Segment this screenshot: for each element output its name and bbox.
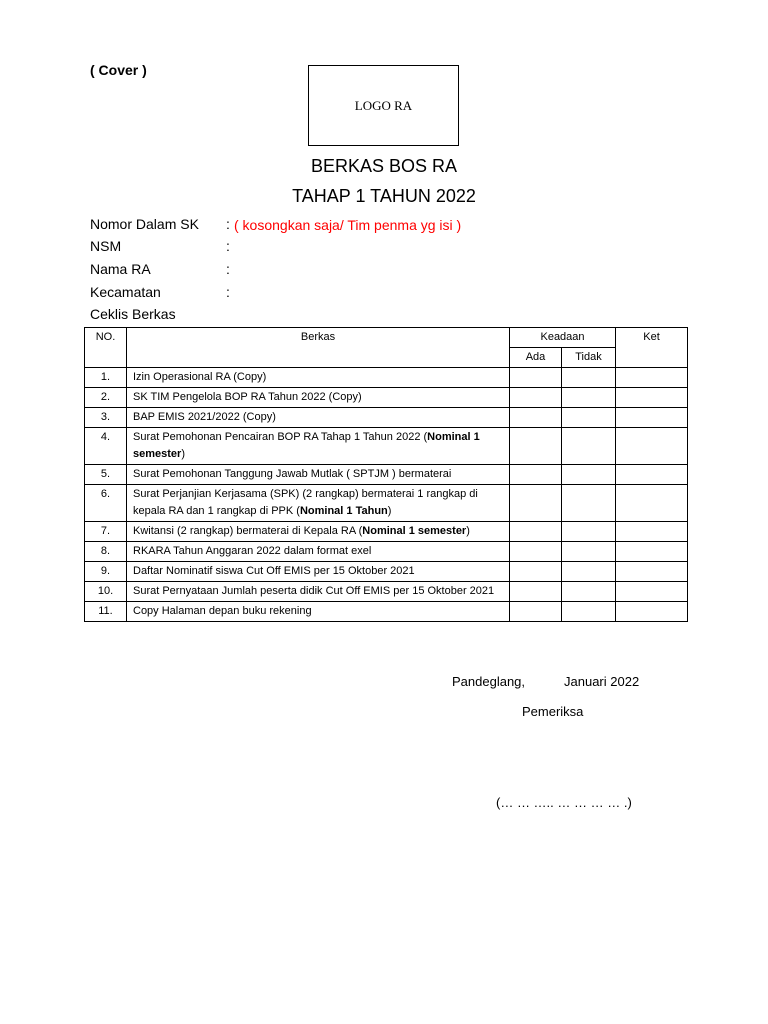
cell-tidak [562,428,616,465]
header-no: NO. [85,328,127,368]
footer-date: Januari 2022 [564,674,640,689]
table-row [85,368,688,388]
row-berkas: SK TIM Pengelola BOP RA Tahun 2022 (Copy) [127,388,510,408]
row-number: 6. [85,485,127,522]
table-row [85,465,688,485]
row-number: 4. [85,428,127,465]
table-row [85,562,688,582]
cell-tidak [562,388,616,408]
header-tidak: Tidak [562,348,616,368]
cell-ket [616,582,688,602]
row-berkas: Copy Halaman depan buku rekening [127,602,510,622]
logo-placeholder [308,65,459,146]
field-colon: : [226,238,230,254]
cell-tidak [562,485,616,522]
row-number: 9. [85,562,127,582]
field-value-nomor-sk: ( kosongkan saja/ Tim penma yg isi ) [234,217,462,233]
row-number: 11. [85,602,127,622]
cell-ket [616,562,688,582]
cell-tidak [562,582,616,602]
cell-ada [510,522,562,542]
cell-ket [616,465,688,485]
header-berkas: Berkas [127,328,510,368]
document-title: BERKAS BOS RA [310,156,458,176]
header-keadaan: Keadaan [510,328,616,348]
header-ket: Ket [616,328,688,368]
cover-label: ( Cover ) [90,62,147,78]
row-berkas: Surat Pemohonan Pencairan BOP RA Tahap 1 Tahun 2022 (Nominal 1 semester) [127,428,510,465]
row-number: 1. [85,368,127,388]
logo-text: LOGO RA [354,97,413,113]
table-row [85,485,688,522]
cell-tidak [562,368,616,388]
cell-ket [616,542,688,562]
row-berkas: Izin Operasional RA (Copy) [127,368,510,388]
cell-tidak [562,602,616,622]
ceklis-berkas-label: Ceklis Berkas [90,306,176,322]
cell-ket [616,485,688,522]
table-row [85,582,688,602]
cell-ket [616,428,688,465]
row-number: 5. [85,465,127,485]
cell-ket [616,368,688,388]
field-colon: : [226,261,230,277]
cell-ada [510,408,562,428]
document-subtitle: TAHAP 1 TAHUN 2022 [292,186,476,206]
table-row [85,542,688,562]
signature-placeholder: (… … ….. … … … … .) [496,795,632,810]
cell-tidak [562,542,616,562]
cell-ket [616,602,688,622]
cell-ada [510,582,562,602]
cell-ada [510,368,562,388]
table-row [85,428,688,465]
cell-ket [616,408,688,428]
table-row [85,408,688,428]
row-berkas: Kwitansi (2 rangkap) bermaterai di Kepala RA (Nominal 1 semester) [127,522,510,542]
header-ada: Ada [510,348,562,368]
row-berkas: Surat Pemohonan Tanggung Jawab Mutlak ( SPTJM ) bermaterai [127,465,510,485]
row-berkas: BAP EMIS 2021/2022 (Copy) [127,408,510,428]
checklist-table [84,327,688,622]
row-number: 8. [85,542,127,562]
cell-tidak [562,465,616,485]
footer-role: Pemeriksa [522,704,584,719]
cell-tidak [562,522,616,542]
cell-ada [510,465,562,485]
row-berkas: Surat Perjanjian Kerjasama (SPK) (2 rangkap) bermaterai 1 rangkap di kepala RA dan 1 rangkap di PPK (Nominal 1 Tahun) [127,485,510,522]
field-colon: : [226,216,230,232]
cell-ada [510,542,562,562]
row-number: 7. [85,522,127,542]
field-label-nama-ra: Nama RA [90,261,151,277]
table-row [85,522,688,542]
row-number: 10. [85,582,127,602]
field-colon: : [226,284,230,300]
table-row [85,388,688,408]
cell-ada [510,602,562,622]
row-number: 2. [85,388,127,408]
cell-ket [616,388,688,408]
cell-ada [510,428,562,465]
row-berkas: Surat Pernyataan Jumlah peserta didik Cut Off EMIS per 15 Oktober 2021 [127,582,510,602]
footer-place: Pandeglang, [452,674,526,689]
field-label-nsm: NSM [90,238,122,254]
cell-tidak [562,562,616,582]
cell-tidak [562,408,616,428]
cell-ada [510,485,562,522]
field-label-kecamatan: Kecamatan [90,284,161,300]
row-berkas: Daftar Nominatif siswa Cut Off EMIS per 15 Oktober 2021 [127,562,510,582]
row-berkas: RKARA Tahun Anggaran 2022 dalam format exel [127,542,510,562]
table-row [85,602,688,622]
cell-ket [616,522,688,542]
cell-ada [510,562,562,582]
cell-ada [510,388,562,408]
row-number: 3. [85,408,127,428]
field-label-nomor-sk: Nomor Dalam SK [90,216,199,232]
